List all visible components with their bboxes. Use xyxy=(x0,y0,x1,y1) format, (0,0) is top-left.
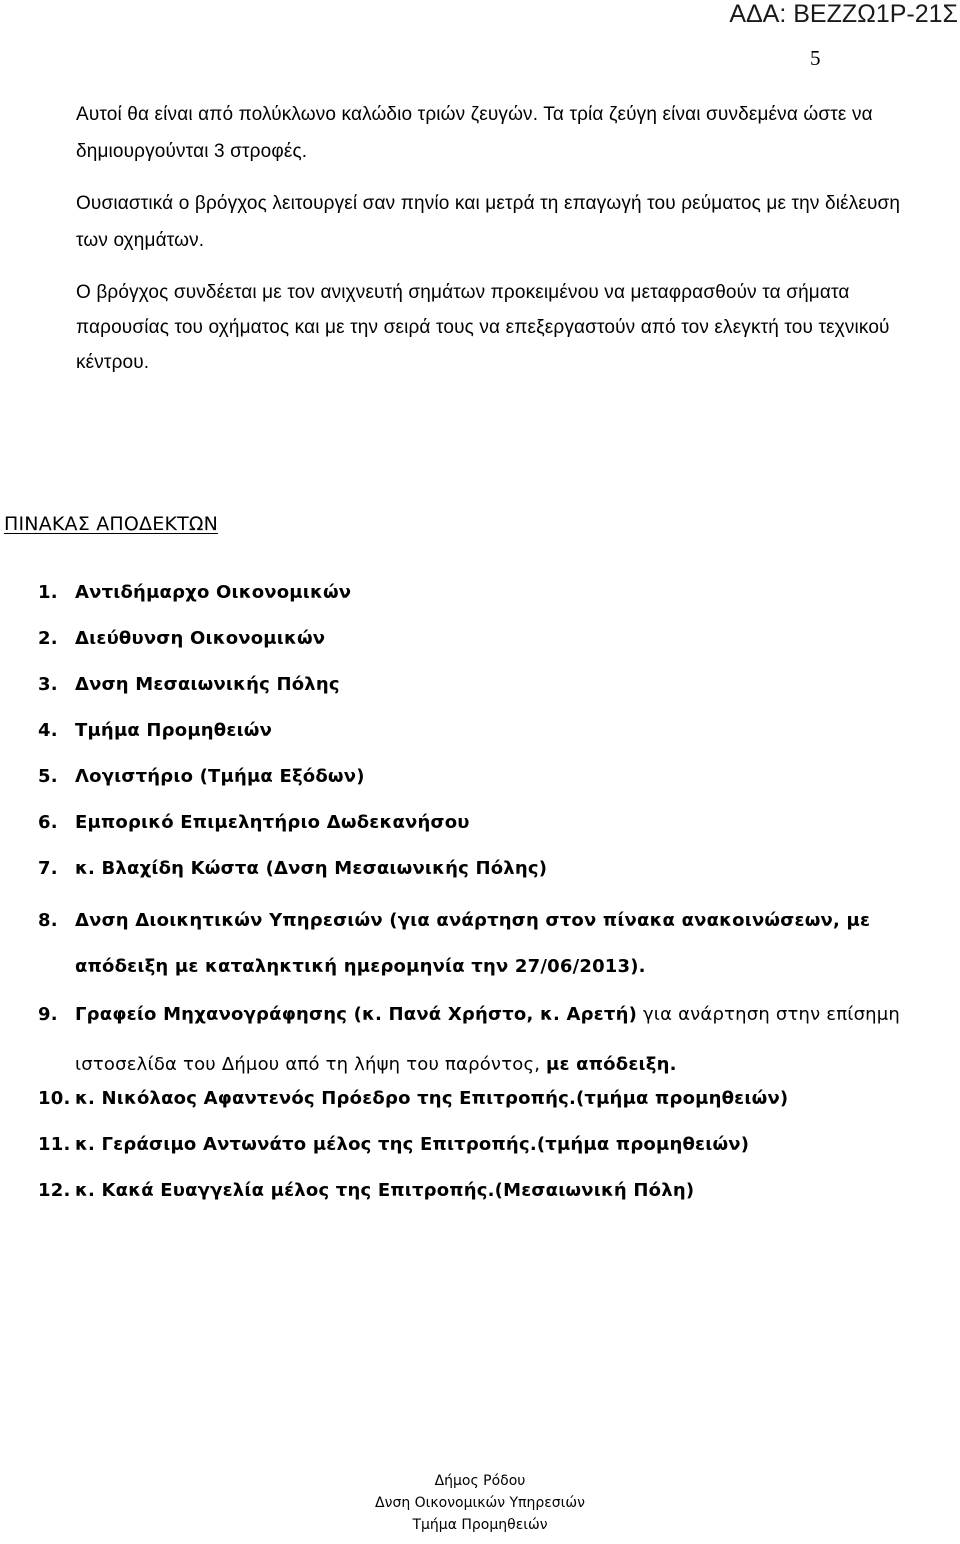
item-number: 10. xyxy=(38,1088,71,1109)
item-text-plain: για ανάρτηση στην επίσημη ιστοσελίδα του Δήμου από τη λήψη του παρόντος, xyxy=(75,1004,901,1075)
item-text: Τμήμα Προμηθειών xyxy=(75,720,273,741)
list-item xyxy=(38,852,938,898)
item-text: Λογιστήριο (Τμήμα Εξόδων) xyxy=(75,766,365,787)
item-text: κ. Βλαχίδη Κώστα (Δνση Μεσαιωνικής Πόλης) xyxy=(75,858,548,879)
paragraph-coil: Ουσιαστικά ο βρόγχος λειτουργεί σαν πηνίο και μετρά τη επαγωγή του ρεύματος με την διέλευση των οχημάτων. xyxy=(76,193,901,251)
list-item xyxy=(38,898,938,990)
footer-directorate: Δνση Οικονομικών Υπηρεσιών xyxy=(375,1495,585,1511)
page-number: 5 xyxy=(810,46,821,70)
list-item xyxy=(38,1174,938,1220)
item-number: 5. xyxy=(38,766,58,787)
item-text-bold: Γραφείο Μηχανογράφησης (κ. Πανά Χρήστο, κ. Αρετή) xyxy=(75,1004,638,1025)
list-item xyxy=(38,806,938,852)
page-footer xyxy=(0,1470,960,1536)
item-number: 8. xyxy=(38,910,58,931)
list-item xyxy=(38,668,938,714)
recipients-list xyxy=(38,576,938,1220)
item-number: 6. xyxy=(38,812,58,833)
item-number: 1. xyxy=(38,582,58,603)
footer-department: Τμήμα Προμηθειών xyxy=(412,1517,548,1533)
paragraph-detector: Ο βρόγχος συνδέεται με τον ανιχνευτή σημάτων προκειμένου να μεταφρασθούν τα σήματα παρουσίας του οχήματος και με την σειρά τους να επεξεργαστούν από τον ελεγκτή του τεχνικού κέντρου. xyxy=(76,282,890,373)
item-text: κ. Κακά Ευαγγελία μέλος της Επιτροπής.(Μεσαιωνική Πόλη) xyxy=(75,1180,695,1201)
recipients-title: ΠΙΝΑΚΑΣ ΑΠΟΔΕΚΤΩΝ xyxy=(4,513,219,535)
list-item xyxy=(38,1082,938,1128)
item-number: 11. xyxy=(38,1134,71,1155)
item-text: Αντιδήμαρχο Οικονομικών xyxy=(75,582,352,603)
item-number: 12. xyxy=(38,1180,71,1201)
item-text: κ. Γεράσιμο Αντωνάτο μέλος της Επιτροπής.(τμήμα προμηθειών) xyxy=(75,1134,750,1155)
item-text-bold-end: με απόδειξη. xyxy=(546,1054,677,1075)
item-number: 7. xyxy=(38,858,58,879)
item-text: Δνση Μεσαιωνικής Πόλης xyxy=(75,674,340,695)
paragraph-cable: Αυτοί θα είναι από πολύκλωνο καλώδιο τριών ζευγών. Τα τρία ζεύγη είναι συνδεμένα ώστε να δημιουργούνται 3 στροφές. xyxy=(76,104,873,162)
list-item xyxy=(38,622,938,668)
item-text: Δνση Διοικητικών Υπηρεσιών (για ανάρτηση στον πίνακα ανακοινώσεων, με απόδειξη με καταληκτική ημερομηνία την 27/06/2013). xyxy=(75,910,871,977)
item-number: 9. xyxy=(38,1004,58,1025)
item-number: 3. xyxy=(38,674,58,695)
list-item xyxy=(38,1128,938,1174)
list-item xyxy=(38,714,938,760)
list-item xyxy=(38,760,938,806)
item-number: 4. xyxy=(38,720,58,741)
item-number: 2. xyxy=(38,628,58,649)
list-item xyxy=(38,990,938,1082)
item-text: Διεύθυνση Οικονομικών xyxy=(75,628,326,649)
item-text: κ. Νικόλαος Αφαντενός Πρόεδρο της Επιτροπής.(τμήμα προμηθειών) xyxy=(75,1088,789,1109)
ada-code: ΑΔΑ: ΒΕΖΖΩ1Ρ-21Σ xyxy=(729,0,958,28)
item-text xyxy=(75,990,938,1082)
item-text: Εμπορικό Επιμελητήριο Δωδεκανήσου xyxy=(75,812,470,833)
list-item xyxy=(38,576,938,622)
footer-municipality: Δήμος Ρόδου xyxy=(434,1473,526,1489)
